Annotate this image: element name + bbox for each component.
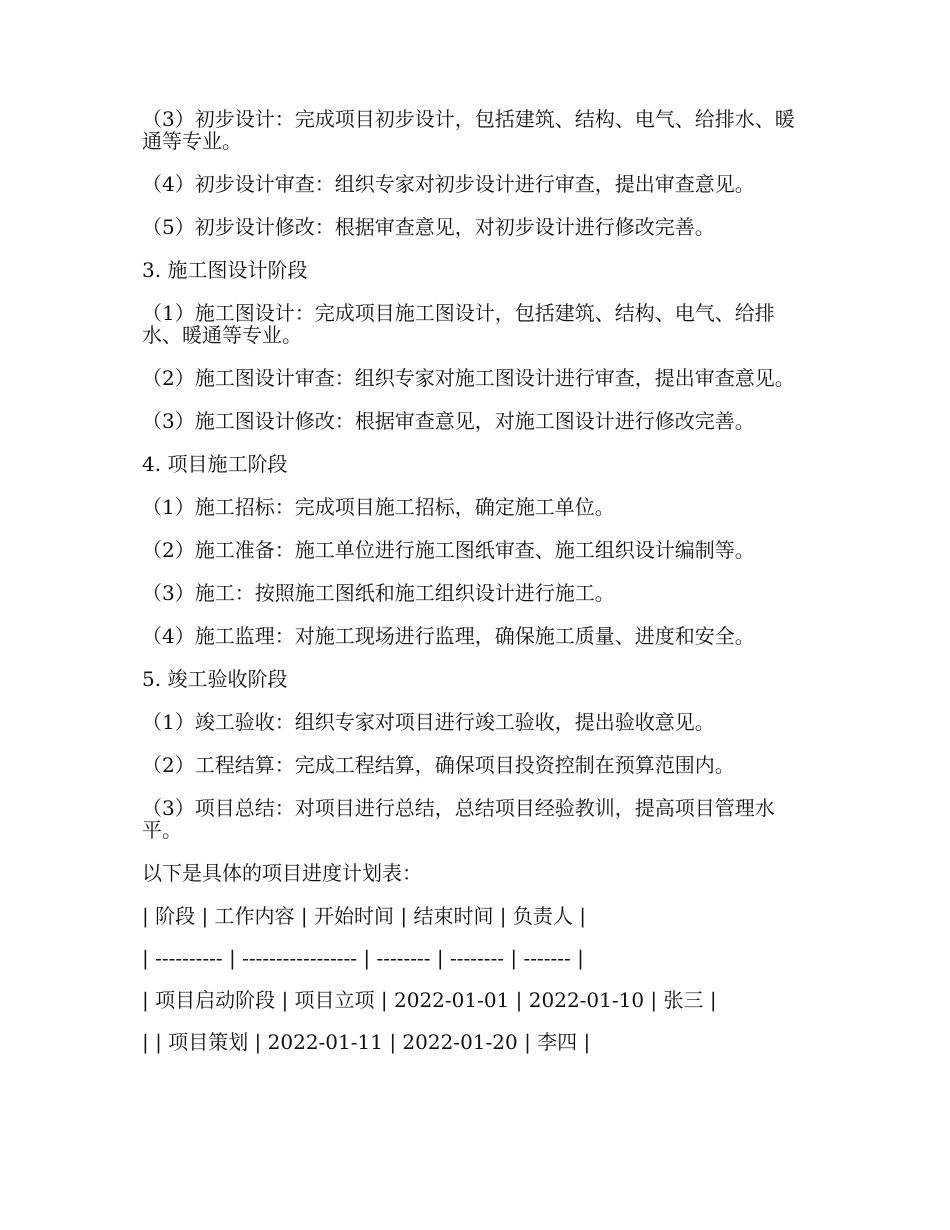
- paragraph-construction-drawing-review: （2）施工图设计审查：组织专家对施工图设计进行审查，提出审查意见。: [142, 366, 795, 390]
- paragraph-preliminary-design: （3）初步设计：完成项目初步设计，包括建筑、结构、电气、给排水、暖通等专业。: [142, 107, 795, 153]
- paragraph-construction-drawing-revision: （3）施工图设计修改：根据审查意见，对施工图设计进行修改完善。: [142, 409, 755, 433]
- section-heading-acceptance: 5. 竣工验收阶段: [142, 667, 288, 691]
- paragraph-preliminary-design-review: （4）初步设计审查：组织专家对初步设计进行审查，提出审查意见。: [142, 172, 755, 196]
- schedule-table-text: [142, 905, 812, 1053]
- paragraph-construction: （3）施工：按照施工图纸和施工组织设计进行施工。: [142, 581, 615, 605]
- paragraph-project-summary: （3）项目总结：对项目进行总结，总结项目经验教训，提高项目管理水平。: [142, 796, 775, 842]
- document-page: [142, 108, 812, 1073]
- section-heading-construction: 4. 项目施工阶段: [142, 452, 288, 476]
- paragraph-construction-supervision: （4）施工监理：对施工现场进行监理，确保施工质量、进度和安全。: [142, 624, 755, 648]
- table-header-row: | 阶段 | 工作内容 | 开始时间 | 结束时间 | 负责人 |: [142, 904, 587, 928]
- table-separator-row: | ---------- | ----------------- | -------- | -------- | ------- |: [142, 946, 584, 970]
- paragraph-preliminary-design-revision: （5）初步设计修改：根据审查意见，对初步设计进行修改完善。: [142, 215, 715, 239]
- paragraph-completion-acceptance: （1）竣工验收：组织专家对项目进行竣工验收，提出验收意见。: [142, 710, 715, 734]
- paragraph-project-settlement: （2）工程结算：完成工程结算，确保项目投资控制在预算范围内。: [142, 753, 735, 777]
- table-row: | 项目启动阶段 | 项目立项 | 2022-01-01 | 2022-01-10 | 张三 |: [142, 988, 717, 1012]
- paragraph-construction-drawing-design: （1）施工图设计：完成项目施工图设计，包括建筑、结构、电气、给排水、暖通等专业。: [142, 301, 775, 347]
- paragraph-construction-bidding: （1）施工招标：完成项目施工招标，确定施工单位。: [142, 495, 615, 519]
- table-row: | | 项目策划 | 2022-01-11 | 2022-01-20 | 李四 |: [142, 1030, 591, 1054]
- paragraph-schedule-intro: 以下是具体的项目进度计划表：: [142, 861, 422, 885]
- section-heading-construction-drawing: 3. 施工图设计阶段: [142, 258, 308, 282]
- paragraph-construction-preparation: （2）施工准备：施工单位进行施工图纸审查、施工组织设计编制等。: [142, 538, 755, 562]
